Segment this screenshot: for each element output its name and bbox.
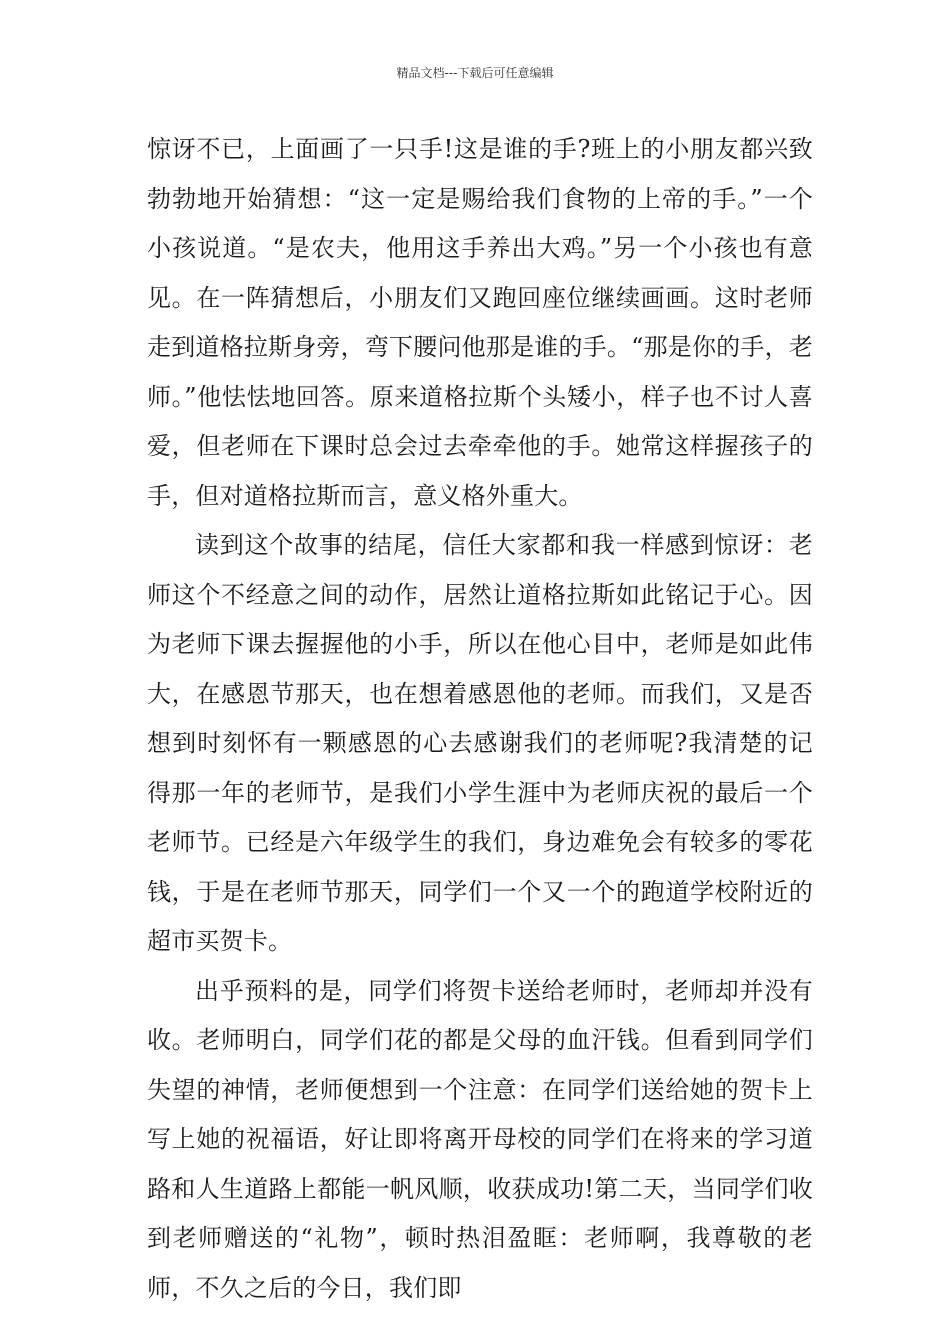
paragraph-1: 惊讶不已，上面画了一只手!这是谁的手?班上的小朋友都兴致勃勃地开始猜想：“这一定是赐给我们食物的上帝的手。”一个小孩说道。“是农夫，他用这手养出大鸡。”另一个小孩也有意见。在一阵猜想后，小朋友们又跑回座位继续画画。这时老师走到道格拉斯身旁，弯下腰问他那是谁的手。“那是你的手，老师。”他怯怯地回答。原来道格拉斯个头矮小，样子也不讨人喜爱，但老师在下课时总会过去牵牵他的手。她常这样握孩子的手，但对道格拉斯而言，意义格外重大。 xyxy=(147,135,813,510)
document-body xyxy=(147,125,813,1313)
paragraph-2: 读到这个故事的结尾，信任大家都和我一样感到惊讶：老师这个不经意之间的动作，居然让道格拉斯如此铭记于心。因为老师下课去握握他的小手，所以在他心目中，老师是如此伟大，在感恩节那天，也在想着感恩他的老师。而我们，又是否想到时刻怀有一颗感恩的心去感谢我们的老师呢?我清楚的记得那一年的老师节，是我们小学生涯中为老师庆祝的最后一个老师节。已经是六年级学生的我们，身边难免会有较多的零花钱，于是在老师节那天，同学们一个又一个的跑道学校附近的超市买贺卡。 xyxy=(147,531,813,955)
page-header: 精品文档---下载后可任意编辑 xyxy=(396,66,554,80)
paragraph-3: 出乎预料的是，同学们将贺卡送给老师时，老师却并没有收。老师明白，同学们花的都是父母的血汗钱。但看到同学们失望的神情，老师便想到一个注意：在同学们送给她的贺卡上写上她的祝福语，好让即将离开母校的同学们在将来的学习道路和人生道路上都能一帆风顺，收获成功!第二天，当同学们收到老师赠送的“礼物”，顿时热泪盈眶：老师啊，我尊敬的老师，不久之后的今日，我们即 xyxy=(147,976,813,1302)
